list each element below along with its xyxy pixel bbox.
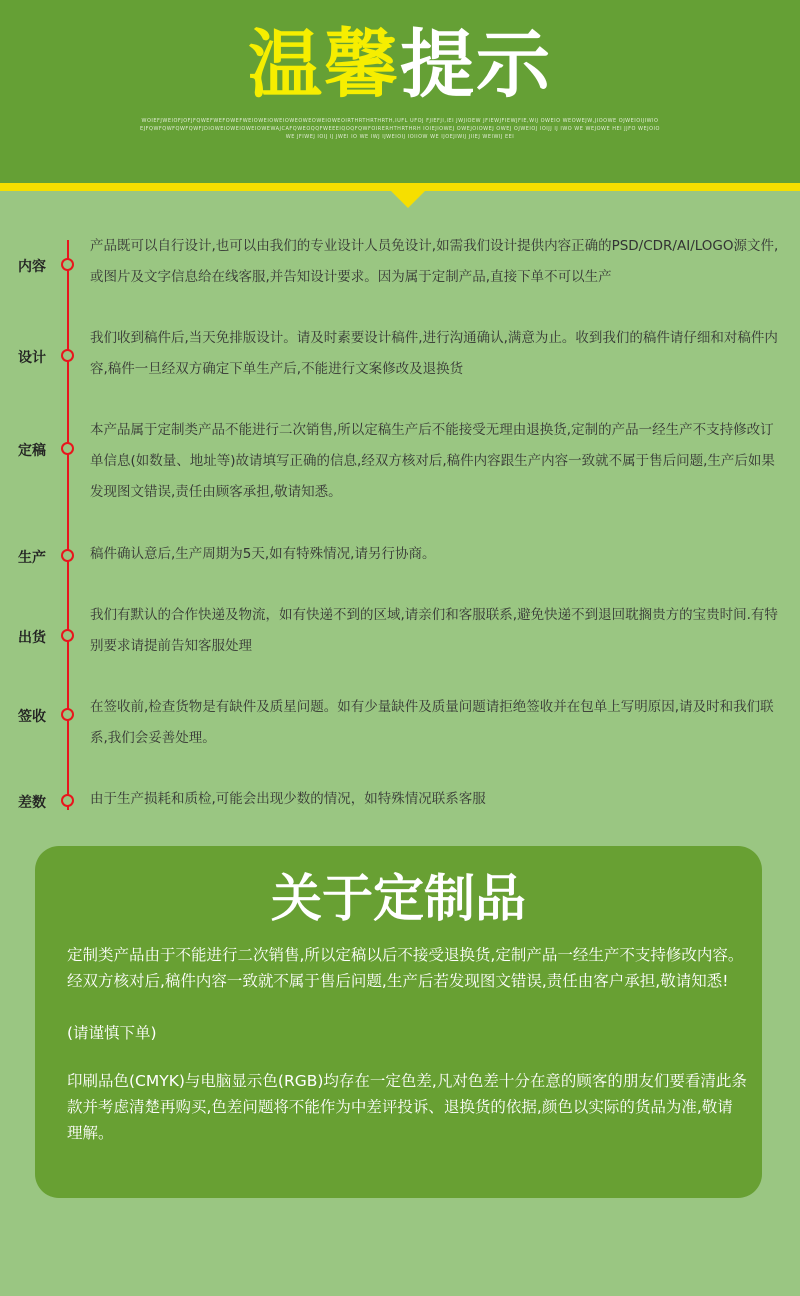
row-text-shipping: 我们有默认的合作快递及物流，如有快递不到的区域,请亲们和客服联系,避免快递不到退回耽搁贵方的宝贵时间.有特别要求请提前告知客服处理 (90, 607, 778, 654)
custom-product-card (35, 846, 762, 1198)
decorative-subtitle: WOIEFJWEIOFJOFJFQWEFWEFOWEFWEIOWEIOWEIOWEOWEOWEIOWEOIRTHRTHRTHRTH,IUFL UFOJ FJIEFJI,IEI JWJIOEW JFIEWJFIEWJFIE,WIJ OWEIO WEOWEJW,JIOOWE OJWEIOIJIWIOEJFQWFQWFQWFQWFJDIOWEIOWEIOWEIOWEWAJCAFQWEOQQFWEEEIQOQFQWFOIRERHTHRTHRH IOIEJIOWEJ OWEJOIOWEJ OWEJ OJWEIOJ IOIJJ IJ IWO WE WEJOWE HEI JJFO WEJOIOWE JFIWEJ IOIJ IJ JWEI IO WE IWJ IJWEIOIJ IOIIOW WE IJOEJIWIJ JIIEJ WEIWIJ EEI (140, 118, 660, 140)
row-label-final: 定稿 (18, 443, 46, 459)
header-banner (0, 0, 800, 183)
card-paragraph-color: 印刷品色(CMYK)与电脑显示色(RGB)均存在一定色差,凡对色差十分在意的顾客的朋友们要看清此条款并考虑清楚再购买,色差问题将不能作为中差评投诉、退换货的依据,颜色以实际的货品为准,敬请理解。 (67, 1072, 747, 1142)
row-text-content: 产品既可以自行设计,也可以由我们的专业设计人员免设计,如需我们设计提供内容正确的PSD/CDR/AI/LOGO源文件,或图片及文字信息给在线客服,并告知设计要求。因为属于定制产品,直接下单不可以生产 (90, 238, 779, 285)
page-title (0, 20, 800, 110)
timeline-dot-icon (61, 549, 74, 562)
timeline-dot-icon (61, 708, 74, 721)
card-title: 关于定制品 (270, 870, 526, 929)
timeline-line (67, 240, 69, 810)
title-white-part: 提示 (400, 22, 552, 108)
card-note: (请谨慎下单) (67, 1024, 157, 1042)
row-label-production: 生产 (18, 550, 46, 566)
title-yellow-part: 温馨 (248, 22, 400, 108)
row-label-shipping: 出货 (18, 630, 46, 646)
row-text-final: 本产品属于定制类产品不能进行二次销售,所以定稿生产后不能接受无理由退换货,定制的产品一经生产不支持修改订单信息(如数量、地址等)故请填写正确的信息,经双方核对后,稿件内容跟生产内容一致就不属于售后问题,生产后如果发现图文错误,责任由顾客承担,敬请知悉。 (90, 422, 775, 500)
row-label-shortage: 差数 (18, 795, 46, 811)
row-label-signing: 签收 (18, 709, 46, 725)
row-text-signing: 在签收前,检查货物是有缺件及质星问题。如有少量缺件及质量问题请拒绝签收并在包单上写明原因,请及时和我们联系,我们会妥善处理。 (90, 699, 774, 746)
row-label-content: 内容 (18, 259, 46, 275)
timeline-dot-icon (61, 442, 74, 455)
card-paragraph-policy: 定制类产品由于不能进行二次销售,所以定稿以后不接受退换货,定制产品一经生产不支持修改内容。经双方核对后,稿件内容一致就不属于售后问题,生产后若发现图文错误,责任由客户承担,敬请知悉! (67, 946, 744, 990)
row-label-design: 设计 (18, 350, 46, 366)
timeline-dot-icon (61, 629, 74, 642)
timeline-dot-icon (61, 349, 74, 362)
timeline-dot-icon (61, 258, 74, 271)
header-arrow-icon (390, 190, 426, 208)
row-text-shortage: 由于生产损耗和质检,可能会出现少数的情况，如特殊情况联系客服 (90, 791, 486, 807)
timeline-dot-icon (61, 794, 74, 807)
row-text-production: 稿件确认意后,生产周期为5天,如有特殊情况,请另行协商。 (90, 546, 436, 562)
row-text-design: 我们收到稿件后,当天免排版设计。请及时素要设计稿件,进行沟通确认,满意为止。收到我们的稿件请仔细和对稿件内容,稿件一旦经双方确定下单生产后,不能进行文案修改及退换货 (90, 330, 778, 377)
